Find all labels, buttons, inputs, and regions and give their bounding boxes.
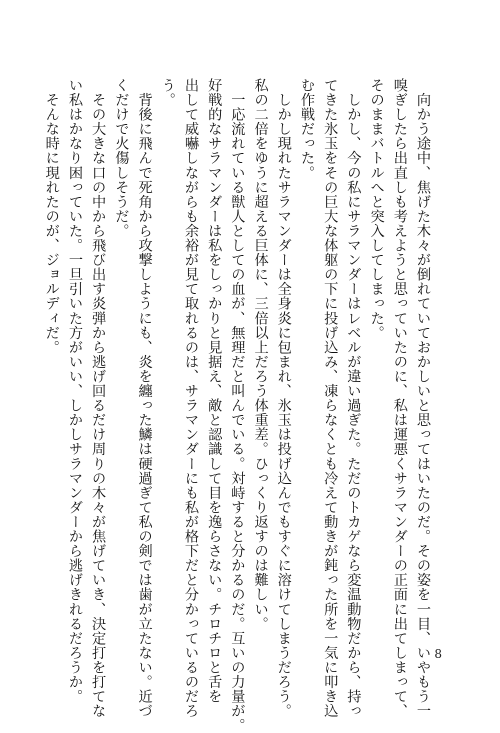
text-line: しかし、今の私にサラマンダーはレベルが違い過ぎた。ただのトカゲなら変温動物だから、持っ bbox=[345, 78, 362, 719]
text-line: そんな時に現れたのが、ジョルディだ。 bbox=[43, 78, 60, 355]
text-line: む作戦だった。 bbox=[298, 78, 315, 180]
text-line: しかし現れたサラマンダーは全身炎に包まれ、氷玉は投げ込んでもすぐに溶けてしまうだろう。 bbox=[275, 78, 292, 719]
text-line: い私はかなり困っていた。一旦引いた方がいい、しかしサラマンダーから逃げきれるだろうか。 bbox=[66, 78, 83, 704]
text-line: そのままバトルへと突入してしまった。 bbox=[368, 78, 385, 340]
text-line: う。 bbox=[159, 78, 176, 108]
text-line: その大きな口の中から飛び出す炎弾から逃げ回るだけ周りの木々が焦げていき、決定打を打てな bbox=[90, 78, 107, 719]
text-line: 向かう途中、焦げた木々が倒れていておかしいと思ってはいたのだ。その姿を一目、いやもう一 bbox=[415, 78, 431, 719]
text-line: 私の二倍をゆうに超える巨体に、三倍以上だろう体重差。ひっくり返すのは難しい。 bbox=[252, 78, 269, 631]
page-number: 8 bbox=[434, 647, 442, 661]
vertical-text-block bbox=[43, 78, 434, 733]
text-line: てきた氷玉をその巨大な体躯の下に投げ込み、凍らなくとも冷えて動きが鈍った所を一気に叩き込 bbox=[322, 78, 339, 719]
text-line: 好戦的なサラマンダーは私をしっかりと見据え、敵と認識して目を逸らさない。チロチロと舌を bbox=[206, 78, 223, 704]
text-line: 背後に飛んで死角から攻撃しようにも、炎を纏った鱗は硬過ぎて私の剣では歯が立たない。近づ bbox=[136, 78, 153, 719]
text-line: くだけで火傷しそうだ。 bbox=[113, 78, 130, 239]
text-line: 出して威嚇しながらも余裕が見て取れるのは、サラマンダーにも私が格下だと分かっているのだろ bbox=[182, 78, 199, 719]
text-line: 一応流れている獣人としての血が、無理だと叫んでいる。対峙すると分かるのだ。互いの力量が。 bbox=[229, 78, 246, 733]
text-line: 嗅ぎしたら出直しも考えようと思っていたのに、私は運悪くサラマンダーの正面に出てしまって、 bbox=[391, 78, 408, 719]
